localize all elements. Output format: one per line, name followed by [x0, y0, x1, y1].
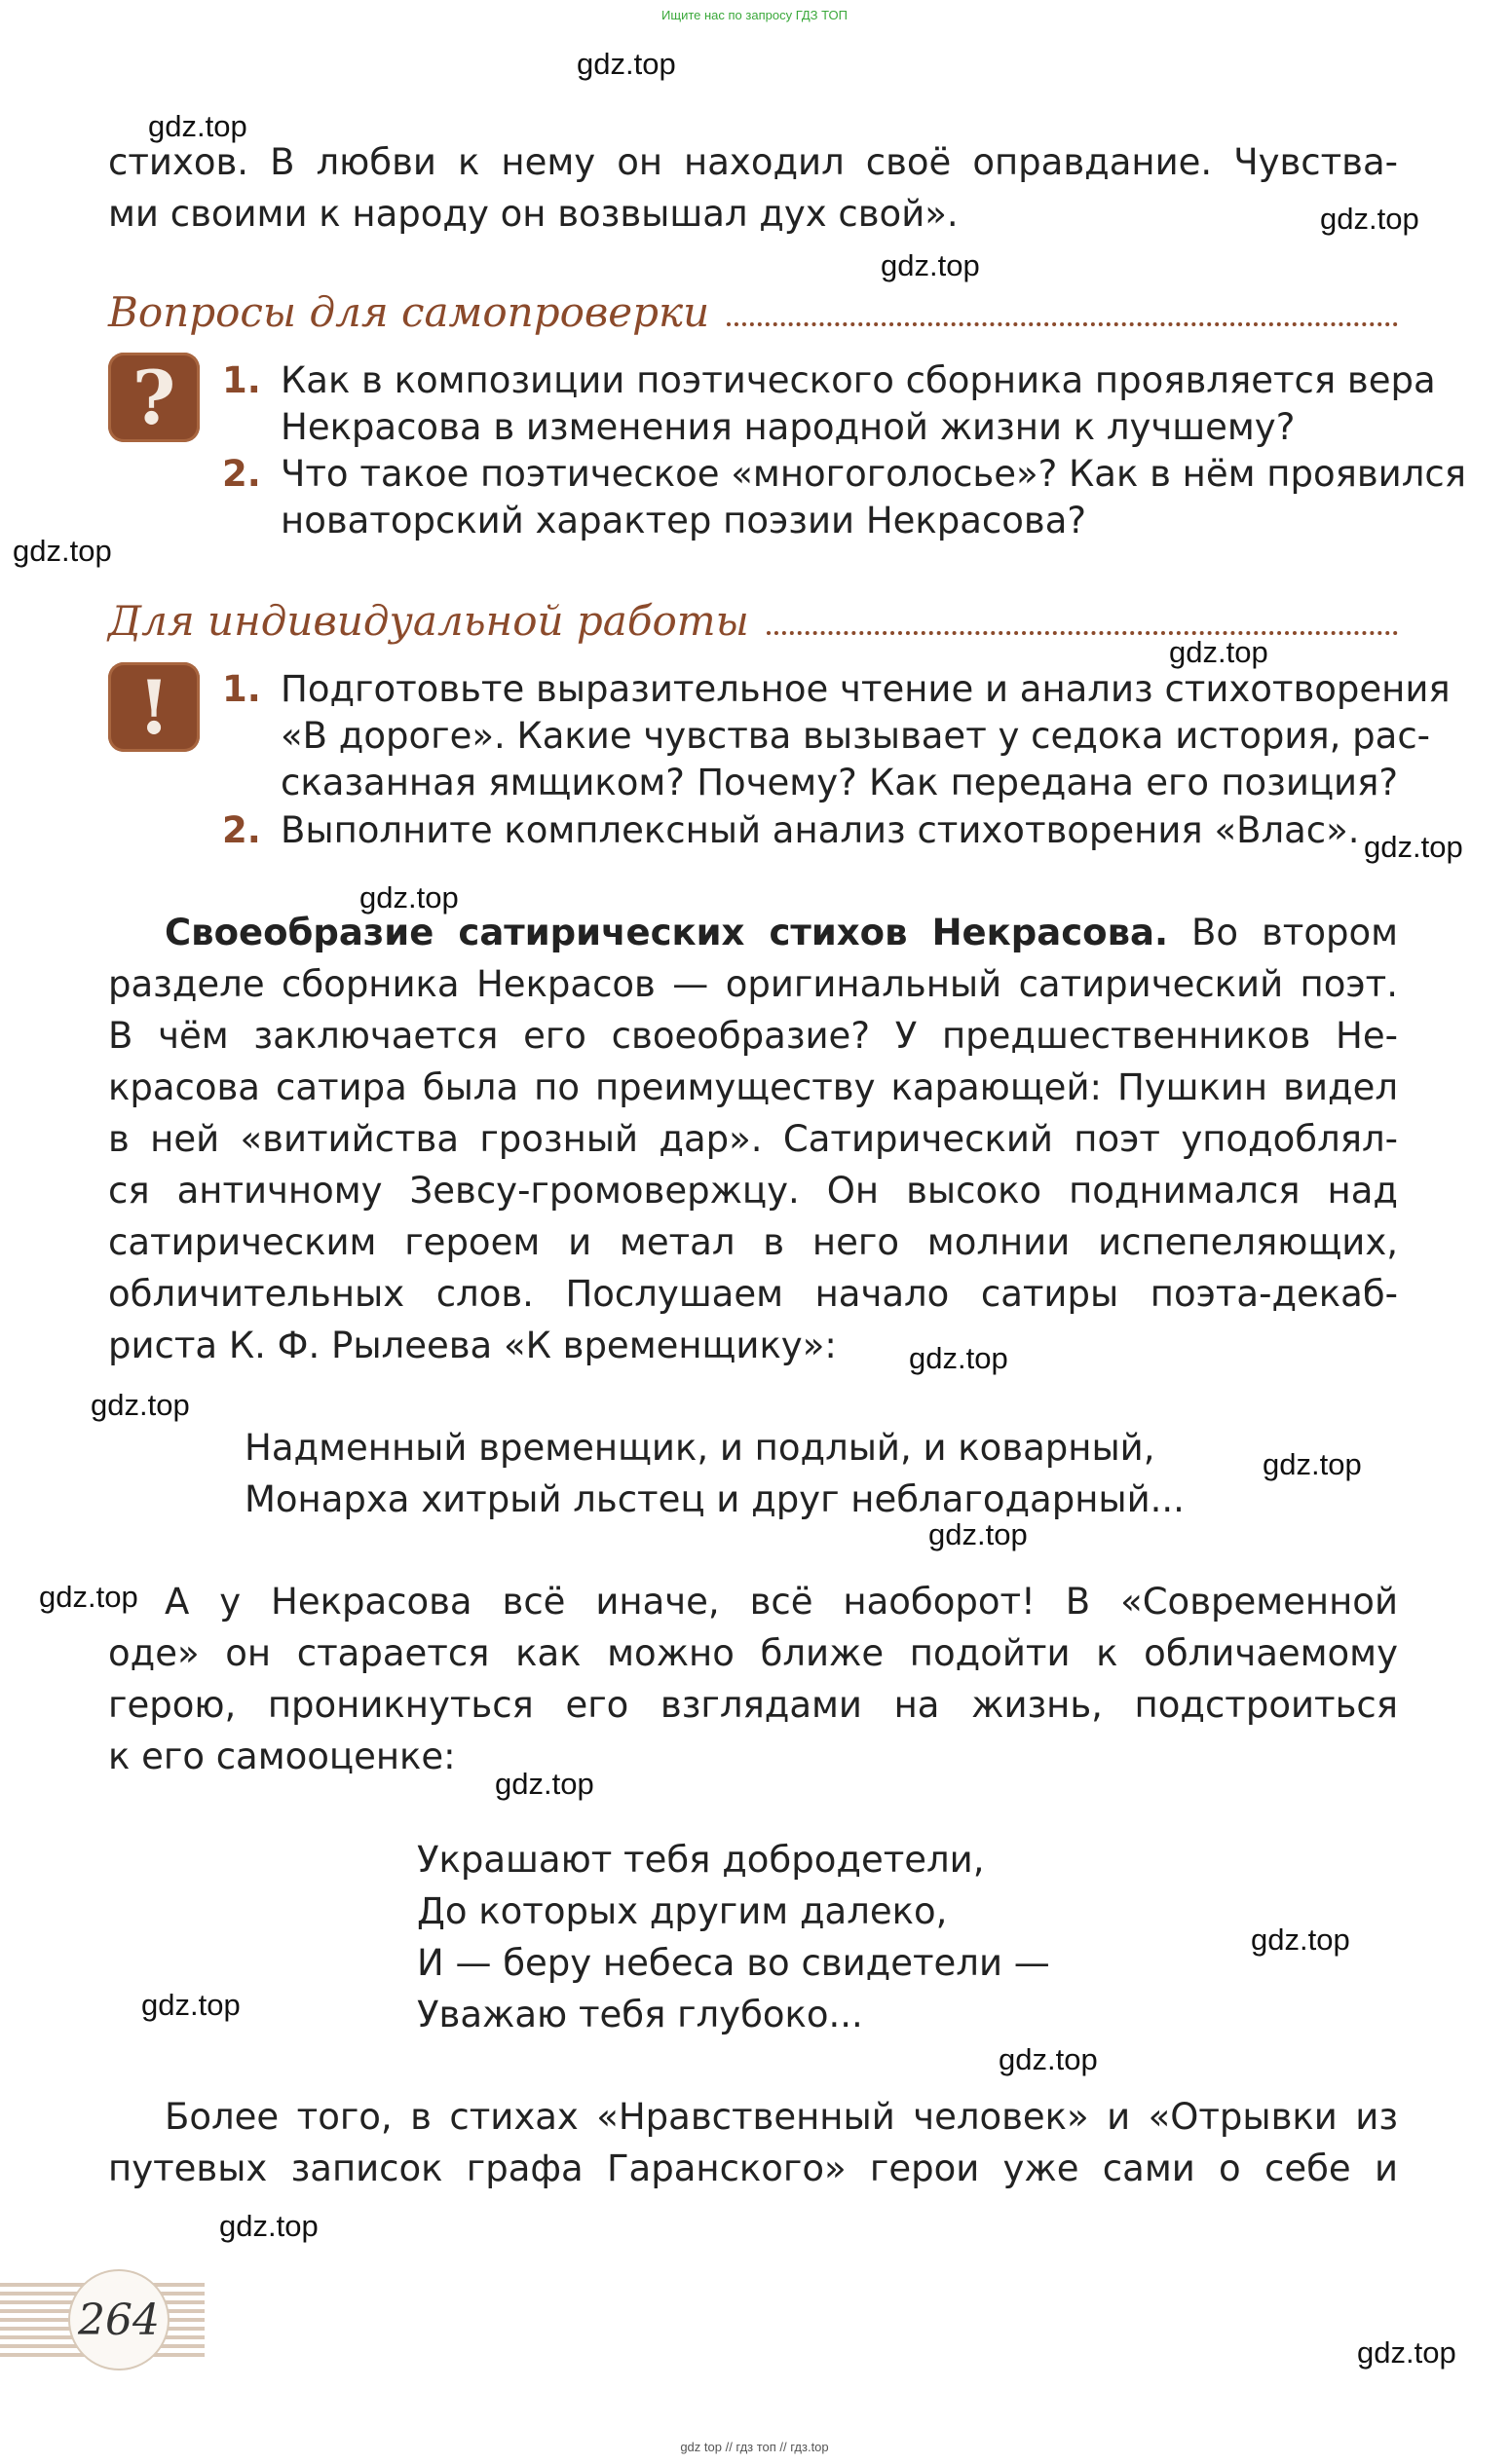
paragraph-line: В чём заключается его своеобразие? У предшественников Не- [108, 1015, 1398, 1057]
watermark: gdz.top [1357, 2335, 1456, 2370]
individual-work-heading [108, 586, 1398, 645]
verse-line: И — беру небеса во свидетели — [417, 1942, 1050, 1984]
paragraph-text: А у Некрасова всё иначе, всё наоборот! В «Современной [165, 1581, 1398, 1623]
paragraph-text: Более того, в стихах «Нравственный человек» и «Отрывки из [165, 2096, 1398, 2138]
self-check-heading [108, 278, 1398, 336]
verse-line: До которых другим далеко, [417, 1890, 948, 1932]
paragraph-line: в ней «витийства грозный дар». Сатирический поэт уподоблял- [108, 1118, 1398, 1160]
paragraph-line [108, 1576, 1398, 1627]
watermark: gdz.top [1320, 202, 1419, 236]
top-note: Ищите нас по запросу ГДЗ ТОП [661, 8, 848, 22]
watermark: gdz.top [1263, 1447, 1362, 1481]
watermark: gdz.top [141, 1988, 241, 2022]
watermark: gdz.top [577, 47, 676, 81]
task-line: сказанная ямщиком? Почему? Как передана его позиция? [281, 762, 1398, 803]
question-line: Что такое поэтическое «многоголосье»? Как в нём проявился [281, 453, 1466, 495]
paragraph-first-line [108, 907, 1398, 958]
paragraph-text: Во втором [1168, 912, 1398, 953]
watermark: gdz.top [881, 248, 980, 282]
task-number: 1. [222, 668, 261, 710]
verse-line: Монарха хитрый льстец и друг неблагодарный... [245, 1478, 1185, 1520]
verse-line: Надменный временщик, и подлый, и коварный, [245, 1427, 1155, 1469]
task-line: Выполните комплексный анализ стихотворения «Влас». [281, 809, 1360, 851]
paragraph-line: к его самооценке: [108, 1736, 456, 1777]
question-number: 1. [222, 359, 261, 401]
paragraph-line: сатирическим героем и метал в него молнии испепеляющих, [108, 1221, 1398, 1263]
section-title: Своеобразие сатирических стихов Некрасова. [165, 912, 1168, 953]
intro-line: стихов. В любви к нему он находил своё оправдание. Чувства- [108, 141, 1398, 183]
task-number: 2. [222, 809, 261, 851]
intro-line: ми своими к народу он возвышал дух свой». [108, 193, 959, 235]
paragraph-line: путевых записок графа Гаранского» герои уже сами о себе и [108, 2147, 1398, 2189]
watermark: gdz.top [148, 109, 247, 143]
paragraph-line: обличительных слов. Послушаем начало сатиры поэта-декаб- [108, 1273, 1398, 1315]
watermark: gdz.top [1251, 1923, 1350, 1957]
paragraph-line: ся античному Зевсу-громовержцу. Он высоко поднимался над [108, 1170, 1398, 1212]
paragraph-line: красова сатира была по преимуществу карающей: Пушкин видел [108, 1066, 1398, 1108]
footer-note: gdz top // гдз топ // гдз.top [680, 2440, 829, 2454]
exclamation-icon: ! [108, 662, 200, 752]
watermark: gdz.top [1169, 635, 1268, 669]
question-number: 2. [222, 453, 261, 495]
self-check-heading-text: Вопросы для самопроверки [108, 288, 710, 336]
paragraph-line: разделе сборника Некрасов — оригинальный сатирический поэт. [108, 963, 1398, 1005]
verse-line: Украшают тебя добродетели, [417, 1839, 985, 1881]
watermark: gdz.top [13, 534, 112, 568]
watermark: gdz.top [495, 1767, 594, 1801]
watermark: gdz.top [1364, 830, 1463, 864]
page-number-badge [0, 2269, 205, 2376]
watermark: gdz.top [359, 880, 459, 915]
paragraph-line: герою, проникнуться его взглядами на жизнь, подстроиться [108, 1684, 1398, 1726]
watermark: gdz.top [999, 2042, 1098, 2076]
watermark: gdz.top [91, 1388, 190, 1422]
heading-dotted-rule [727, 322, 1398, 326]
page-number: 264 [68, 2269, 170, 2371]
paragraph-line: риста К. Ф. Рылеева «К временщику»: [108, 1325, 837, 1366]
question-icon: ? [108, 353, 200, 442]
individual-work-heading-text: Для индивидуальной работы [108, 597, 749, 645]
watermark: gdz.top [928, 1517, 1028, 1551]
watermark: gdz.top [39, 1580, 138, 1614]
task-line: Подготовьте выразительное чтение и анализ стихотворения [281, 668, 1451, 710]
question-line: Как в композиции поэтического сборника проявляется вера [281, 359, 1436, 401]
task-line: «В дороге». Какие чувства вызывает у седока история, рас- [281, 715, 1431, 757]
heading-dotted-rule [767, 631, 1398, 635]
verse-line: Уважаю тебя глубоко... [417, 1994, 863, 2035]
watermark: gdz.top [909, 1341, 1008, 1375]
watermark: gdz.top [219, 2209, 319, 2243]
question-line: Некрасова в изменения народной жизни к лучшему? [281, 406, 1296, 448]
question-line: новаторский характер поэзии Некрасова? [281, 500, 1087, 541]
paragraph-line: оде» он старается как можно ближе подойти к обличаемому [108, 1632, 1398, 1674]
paragraph-line [108, 2091, 1398, 2143]
